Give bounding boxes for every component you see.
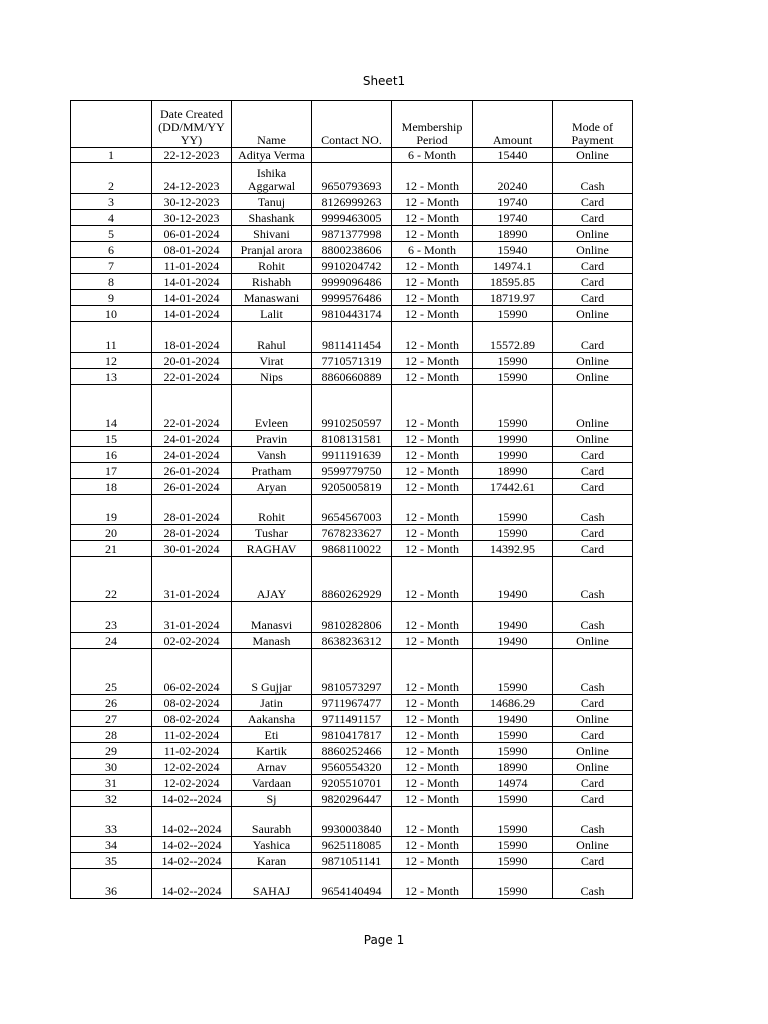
cell-amount: 15990 xyxy=(473,369,553,385)
table-row xyxy=(71,385,633,431)
cell-amount: 19490 xyxy=(473,711,553,727)
cell-amount: 15940 xyxy=(473,242,553,258)
cell-name: Shashank xyxy=(232,210,312,226)
table-row xyxy=(71,163,633,194)
cell-amount: 15990 xyxy=(473,727,553,743)
cell-name: Evleen xyxy=(232,385,312,431)
cell-membership-period: 12 - Month xyxy=(392,447,473,463)
cell-row-number: 33 xyxy=(71,807,152,837)
table-row xyxy=(71,148,633,163)
cell-date-created: 26-01-2024 xyxy=(152,463,232,479)
cell-mode-of-payment: Online xyxy=(553,242,633,258)
cell-date-created: 31-01-2024 xyxy=(152,602,232,633)
cell-amount: 15990 xyxy=(473,649,553,695)
cell-name: Vardaan xyxy=(232,775,312,791)
table-row xyxy=(71,525,633,541)
cell-amount: 15990 xyxy=(473,306,553,322)
cell-row-number: 24 xyxy=(71,633,152,649)
cell-membership-period: 12 - Month xyxy=(392,649,473,695)
cell-membership-period: 12 - Month xyxy=(392,258,473,274)
cell-date-created: 14-01-2024 xyxy=(152,274,232,290)
cell-name: Tushar xyxy=(232,525,312,541)
cell-name: Virat xyxy=(232,353,312,369)
cell-date-created: 22-01-2024 xyxy=(152,369,232,385)
table-row xyxy=(71,541,633,557)
cell-contact-no: 9999096486 xyxy=(312,274,392,290)
cell-date-created: 30-12-2023 xyxy=(152,210,232,226)
cell-name: Rohit xyxy=(232,258,312,274)
table-row xyxy=(71,306,633,322)
cell-name: Aakansha xyxy=(232,711,312,727)
cell-contact-no: 9930003840 xyxy=(312,807,392,837)
cell-amount: 15990 xyxy=(473,353,553,369)
cell-name: Jatin xyxy=(232,695,312,711)
table-row xyxy=(71,759,633,775)
cell-mode-of-payment: Online xyxy=(553,837,633,853)
cell-contact-no: 9868110022 xyxy=(312,541,392,557)
cell-row-number: 29 xyxy=(71,743,152,759)
cell-row-number: 27 xyxy=(71,711,152,727)
cell-amount: 19490 xyxy=(473,633,553,649)
cell-date-created: 06-01-2024 xyxy=(152,226,232,242)
cell-date-created: 14-01-2024 xyxy=(152,290,232,306)
cell-contact-no: 9205005819 xyxy=(312,479,392,495)
sheet-title: Sheet1 xyxy=(362,74,406,88)
cell-amount: 19990 xyxy=(473,431,553,447)
cell-membership-period: 12 - Month xyxy=(392,385,473,431)
cell-amount: 18990 xyxy=(473,226,553,242)
cell-membership-period: 12 - Month xyxy=(392,791,473,807)
cell-mode-of-payment: Card xyxy=(553,322,633,353)
cell-amount: 17442.61 xyxy=(473,479,553,495)
cell-row-number: 20 xyxy=(71,525,152,541)
cell-row-number: 31 xyxy=(71,775,152,791)
cell-row-number: 15 xyxy=(71,431,152,447)
cell-row-number: 16 xyxy=(71,447,152,463)
cell-mode-of-payment: Online xyxy=(553,759,633,775)
table-row xyxy=(71,369,633,385)
cell-contact-no: 8800238606 xyxy=(312,242,392,258)
cell-contact-no: 9711967477 xyxy=(312,695,392,711)
cell-row-number: 28 xyxy=(71,727,152,743)
cell-mode-of-payment: Card xyxy=(553,775,633,791)
cell-row-number: 23 xyxy=(71,602,152,633)
cell-amount: 14392.95 xyxy=(473,541,553,557)
cell-name: Manasvi xyxy=(232,602,312,633)
cell-name: Nips xyxy=(232,369,312,385)
cell-date-created: 12-02-2024 xyxy=(152,759,232,775)
cell-row-number: 22 xyxy=(71,557,152,602)
cell-mode-of-payment: Card xyxy=(553,447,633,463)
cell-date-created: 11-02-2024 xyxy=(152,743,232,759)
cell-date-created: 28-01-2024 xyxy=(152,495,232,525)
cell-contact-no: 9654140494 xyxy=(312,869,392,899)
cell-membership-period: 12 - Month xyxy=(392,210,473,226)
cell-contact-no: 9711491157 xyxy=(312,711,392,727)
cell-membership-period: 12 - Month xyxy=(392,727,473,743)
cell-contact-no: 7678233627 xyxy=(312,525,392,541)
cell-row-number: 26 xyxy=(71,695,152,711)
cell-row-number: 32 xyxy=(71,791,152,807)
cell-membership-period: 12 - Month xyxy=(392,479,473,495)
cell-membership-period: 12 - Month xyxy=(392,463,473,479)
cell-amount: 19490 xyxy=(473,602,553,633)
cell-membership-period: 12 - Month xyxy=(392,163,473,194)
cell-contact-no: 9654567003 xyxy=(312,495,392,525)
cell-contact-no: 9810443174 xyxy=(312,306,392,322)
cell-mode-of-payment: Card xyxy=(553,479,633,495)
cell-amount: 15990 xyxy=(473,525,553,541)
cell-name: Rahul xyxy=(232,322,312,353)
table-row xyxy=(71,322,633,353)
cell-amount: 15990 xyxy=(473,807,553,837)
cell-mode-of-payment: Card xyxy=(553,194,633,210)
cell-membership-period: 12 - Month xyxy=(392,837,473,853)
cell-date-created: 26-01-2024 xyxy=(152,479,232,495)
cell-date-created: 14-02--2024 xyxy=(152,791,232,807)
cell-row-number: 34 xyxy=(71,837,152,853)
cell-membership-period: 12 - Month xyxy=(392,695,473,711)
cell-date-created: 28-01-2024 xyxy=(152,525,232,541)
membership-table xyxy=(70,100,633,899)
cell-row-number: 25 xyxy=(71,649,152,695)
table-row xyxy=(71,353,633,369)
table-row xyxy=(71,431,633,447)
cell-mode-of-payment: Cash xyxy=(553,649,633,695)
cell-membership-period: 12 - Month xyxy=(392,274,473,290)
page-number: Page 1 xyxy=(363,933,405,947)
table-row xyxy=(71,837,633,853)
cell-membership-period: 12 - Month xyxy=(392,322,473,353)
cell-amount: 15990 xyxy=(473,385,553,431)
cell-date-created: 12-02-2024 xyxy=(152,775,232,791)
cell-mode-of-payment: Online xyxy=(553,148,633,163)
cell-row-number: 19 xyxy=(71,495,152,525)
cell-amount: 18719.97 xyxy=(473,290,553,306)
cell-row-number: 7 xyxy=(71,258,152,274)
cell-mode-of-payment: Cash xyxy=(553,807,633,837)
table-row xyxy=(71,242,633,258)
cell-membership-period: 12 - Month xyxy=(392,602,473,633)
cell-date-created: 08-01-2024 xyxy=(152,242,232,258)
cell-date-created: 08-02-2024 xyxy=(152,695,232,711)
cell-contact-no: 9820296447 xyxy=(312,791,392,807)
cell-contact-no: 9599779750 xyxy=(312,463,392,479)
column-header-membership-period: Membership Period xyxy=(392,101,473,148)
header-row xyxy=(71,101,633,148)
cell-name: Aditya Verma xyxy=(232,148,312,163)
table-row xyxy=(71,290,633,306)
cell-row-number: 6 xyxy=(71,242,152,258)
cell-amount: 18595.85 xyxy=(473,274,553,290)
cell-amount: 14686.29 xyxy=(473,695,553,711)
cell-row-number: 18 xyxy=(71,479,152,495)
table-row xyxy=(71,495,633,525)
column-header-contact-no: Contact NO. xyxy=(312,101,392,148)
cell-date-created: 11-01-2024 xyxy=(152,258,232,274)
cell-mode-of-payment: Cash xyxy=(553,163,633,194)
cell-date-created: 20-01-2024 xyxy=(152,353,232,369)
cell-row-number: 8 xyxy=(71,274,152,290)
cell-date-created: 30-01-2024 xyxy=(152,541,232,557)
table-row xyxy=(71,791,633,807)
cell-date-created: 24-01-2024 xyxy=(152,431,232,447)
cell-mode-of-payment: Online xyxy=(553,633,633,649)
cell-mode-of-payment: Online xyxy=(553,306,633,322)
cell-name: Aryan xyxy=(232,479,312,495)
table-row xyxy=(71,210,633,226)
column-header-row-number xyxy=(71,101,152,148)
cell-name: Pravin xyxy=(232,431,312,447)
cell-row-number: 17 xyxy=(71,463,152,479)
cell-date-created: 02-02-2024 xyxy=(152,633,232,649)
cell-date-created: 14-02--2024 xyxy=(152,807,232,837)
cell-contact-no: 9871051141 xyxy=(312,853,392,869)
table-row xyxy=(71,258,633,274)
cell-name: S Gujjar xyxy=(232,649,312,695)
cell-contact-no: 9999463005 xyxy=(312,210,392,226)
cell-contact-no: 7710571319 xyxy=(312,353,392,369)
cell-mode-of-payment: Online xyxy=(553,353,633,369)
cell-mode-of-payment: Online xyxy=(553,431,633,447)
table-row xyxy=(71,775,633,791)
cell-row-number: 2 xyxy=(71,163,152,194)
cell-mode-of-payment: Online xyxy=(553,369,633,385)
cell-mode-of-payment: Cash xyxy=(553,869,633,899)
cell-amount: 15990 xyxy=(473,495,553,525)
cell-contact-no: 9811411454 xyxy=(312,322,392,353)
cell-amount: 15572.89 xyxy=(473,322,553,353)
cell-name: SAHAJ xyxy=(232,869,312,899)
cell-name: Eti xyxy=(232,727,312,743)
cell-row-number: 12 xyxy=(71,353,152,369)
cell-membership-period: 12 - Month xyxy=(392,495,473,525)
cell-name: Manaswani xyxy=(232,290,312,306)
cell-row-number: 5 xyxy=(71,226,152,242)
cell-date-created: 24-01-2024 xyxy=(152,447,232,463)
table-row xyxy=(71,649,633,695)
cell-date-created: 06-02-2024 xyxy=(152,649,232,695)
cell-membership-period: 12 - Month xyxy=(392,633,473,649)
cell-date-created: 14-02--2024 xyxy=(152,853,232,869)
cell-contact-no: 9650793693 xyxy=(312,163,392,194)
cell-amount: 15440 xyxy=(473,148,553,163)
cell-name: Rohit xyxy=(232,495,312,525)
cell-amount: 15990 xyxy=(473,743,553,759)
cell-mode-of-payment: Card xyxy=(553,791,633,807)
table-row xyxy=(71,194,633,210)
cell-membership-period: 12 - Month xyxy=(392,226,473,242)
cell-membership-period: 12 - Month xyxy=(392,807,473,837)
cell-membership-period: 12 - Month xyxy=(392,557,473,602)
cell-name: Rishabh xyxy=(232,274,312,290)
cell-amount: 14974.1 xyxy=(473,258,553,274)
cell-name: Lalit xyxy=(232,306,312,322)
cell-amount: 19490 xyxy=(473,557,553,602)
cell-membership-period: 6 - Month xyxy=(392,242,473,258)
cell-row-number: 30 xyxy=(71,759,152,775)
cell-contact-no: 8860660889 xyxy=(312,369,392,385)
cell-row-number: 1 xyxy=(71,148,152,163)
cell-contact-no: 9205510701 xyxy=(312,775,392,791)
cell-amount: 20240 xyxy=(473,163,553,194)
cell-membership-period: 12 - Month xyxy=(392,194,473,210)
cell-date-created: 14-01-2024 xyxy=(152,306,232,322)
table-row xyxy=(71,807,633,837)
cell-membership-period: 12 - Month xyxy=(392,853,473,869)
cell-membership-period: 12 - Month xyxy=(392,431,473,447)
cell-mode-of-payment: Card xyxy=(553,258,633,274)
column-header-date-created: Date Created(DD/MM/YYYY) xyxy=(152,101,232,148)
cell-amount: 19990 xyxy=(473,447,553,463)
table-row xyxy=(71,463,633,479)
cell-contact-no: 9810573297 xyxy=(312,649,392,695)
cell-mode-of-payment: Card xyxy=(553,695,633,711)
cell-contact-no: 9810282806 xyxy=(312,602,392,633)
cell-mode-of-payment: Online xyxy=(553,385,633,431)
cell-date-created: 08-02-2024 xyxy=(152,711,232,727)
cell-name: Sj xyxy=(232,791,312,807)
column-header-amount: Amount xyxy=(473,101,553,148)
cell-date-created: 14-02--2024 xyxy=(152,869,232,899)
cell-row-number: 21 xyxy=(71,541,152,557)
cell-membership-period: 12 - Month xyxy=(392,759,473,775)
table-row xyxy=(71,743,633,759)
cell-date-created: 11-02-2024 xyxy=(152,727,232,743)
cell-name: Karan xyxy=(232,853,312,869)
cell-name: Arnav xyxy=(232,759,312,775)
cell-mode-of-payment: Card xyxy=(553,541,633,557)
cell-membership-period: 12 - Month xyxy=(392,353,473,369)
cell-contact-no: 8126999263 xyxy=(312,194,392,210)
table-row xyxy=(71,695,633,711)
cell-mode-of-payment: Online xyxy=(553,711,633,727)
cell-row-number: 13 xyxy=(71,369,152,385)
cell-row-number: 10 xyxy=(71,306,152,322)
cell-contact-no: 8638236312 xyxy=(312,633,392,649)
cell-mode-of-payment: Card xyxy=(553,727,633,743)
cell-mode-of-payment: Cash xyxy=(553,602,633,633)
cell-membership-period: 12 - Month xyxy=(392,525,473,541)
cell-row-number: 9 xyxy=(71,290,152,306)
cell-row-number: 14 xyxy=(71,385,152,431)
cell-name: AJAY xyxy=(232,557,312,602)
cell-contact-no: 9871377998 xyxy=(312,226,392,242)
cell-mode-of-payment: Card xyxy=(553,210,633,226)
cell-name: RAGHAV xyxy=(232,541,312,557)
cell-name: Manash xyxy=(232,633,312,649)
cell-date-created: 24-12-2023 xyxy=(152,163,232,194)
cell-date-created: 22-12-2023 xyxy=(152,148,232,163)
cell-membership-period: 12 - Month xyxy=(392,775,473,791)
table-row xyxy=(71,711,633,727)
cell-amount: 18990 xyxy=(473,759,553,775)
table-row xyxy=(71,226,633,242)
table-row xyxy=(71,727,633,743)
cell-membership-period: 12 - Month xyxy=(392,711,473,727)
cell-row-number: 35 xyxy=(71,853,152,869)
cell-contact-no: 9911191639 xyxy=(312,447,392,463)
cell-contact-no: 8860262929 xyxy=(312,557,392,602)
cell-date-created: 22-01-2024 xyxy=(152,385,232,431)
cell-mode-of-payment: Card xyxy=(553,290,633,306)
cell-mode-of-payment: Online xyxy=(553,226,633,242)
column-header-name: Name xyxy=(232,101,312,148)
table-row xyxy=(71,557,633,602)
cell-name: Kartik xyxy=(232,743,312,759)
cell-membership-period: 12 - Month xyxy=(392,369,473,385)
cell-row-number: 36 xyxy=(71,869,152,899)
cell-membership-period: 12 - Month xyxy=(392,541,473,557)
table-row xyxy=(71,853,633,869)
cell-mode-of-payment: Card xyxy=(553,274,633,290)
cell-amount: 19740 xyxy=(473,210,553,226)
cell-contact-no: 9625118085 xyxy=(312,837,392,853)
table-row xyxy=(71,447,633,463)
cell-row-number: 11 xyxy=(71,322,152,353)
cell-name: Yashica xyxy=(232,837,312,853)
cell-mode-of-payment: Cash xyxy=(553,495,633,525)
cell-date-created: 30-12-2023 xyxy=(152,194,232,210)
cell-name: Saurabh xyxy=(232,807,312,837)
column-header-mode-of-payment: Mode of Payment xyxy=(553,101,633,148)
cell-date-created: 14-02--2024 xyxy=(152,837,232,853)
cell-contact-no: 9560554320 xyxy=(312,759,392,775)
table-row xyxy=(71,602,633,633)
table-row xyxy=(71,633,633,649)
cell-date-created: 31-01-2024 xyxy=(152,557,232,602)
cell-mode-of-payment: Card xyxy=(553,853,633,869)
cell-membership-period: 12 - Month xyxy=(392,306,473,322)
cell-amount: 19740 xyxy=(473,194,553,210)
cell-mode-of-payment: Online xyxy=(553,743,633,759)
cell-name: Pranjal arora xyxy=(232,242,312,258)
cell-name: Vansh xyxy=(232,447,312,463)
cell-amount: 18990 xyxy=(473,463,553,479)
cell-date-created: 18-01-2024 xyxy=(152,322,232,353)
cell-amount: 15990 xyxy=(473,837,553,853)
cell-contact-no xyxy=(312,148,392,163)
cell-membership-period: 12 - Month xyxy=(392,743,473,759)
cell-amount: 15990 xyxy=(473,791,553,807)
table-row xyxy=(71,479,633,495)
cell-contact-no: 8108131581 xyxy=(312,431,392,447)
cell-row-number: 4 xyxy=(71,210,152,226)
cell-contact-no: 9910204742 xyxy=(312,258,392,274)
cell-amount: 15990 xyxy=(473,853,553,869)
cell-amount: 14974 xyxy=(473,775,553,791)
cell-membership-period: 12 - Month xyxy=(392,290,473,306)
cell-contact-no: 9910250597 xyxy=(312,385,392,431)
cell-contact-no: 9810417817 xyxy=(312,727,392,743)
cell-name: Ishika Aggarwal xyxy=(232,163,312,194)
cell-mode-of-payment: Cash xyxy=(553,557,633,602)
table-row xyxy=(71,274,633,290)
cell-contact-no: 9999576486 xyxy=(312,290,392,306)
cell-name: Pratham xyxy=(232,463,312,479)
cell-membership-period: 6 - Month xyxy=(392,148,473,163)
cell-amount: 15990 xyxy=(473,869,553,899)
table-row xyxy=(71,869,633,899)
cell-name: Tanuj xyxy=(232,194,312,210)
cell-contact-no: 8860252466 xyxy=(312,743,392,759)
cell-name: Shivani xyxy=(232,226,312,242)
cell-membership-period: 12 - Month xyxy=(392,869,473,899)
cell-mode-of-payment: Card xyxy=(553,525,633,541)
cell-mode-of-payment: Card xyxy=(553,463,633,479)
cell-row-number: 3 xyxy=(71,194,152,210)
